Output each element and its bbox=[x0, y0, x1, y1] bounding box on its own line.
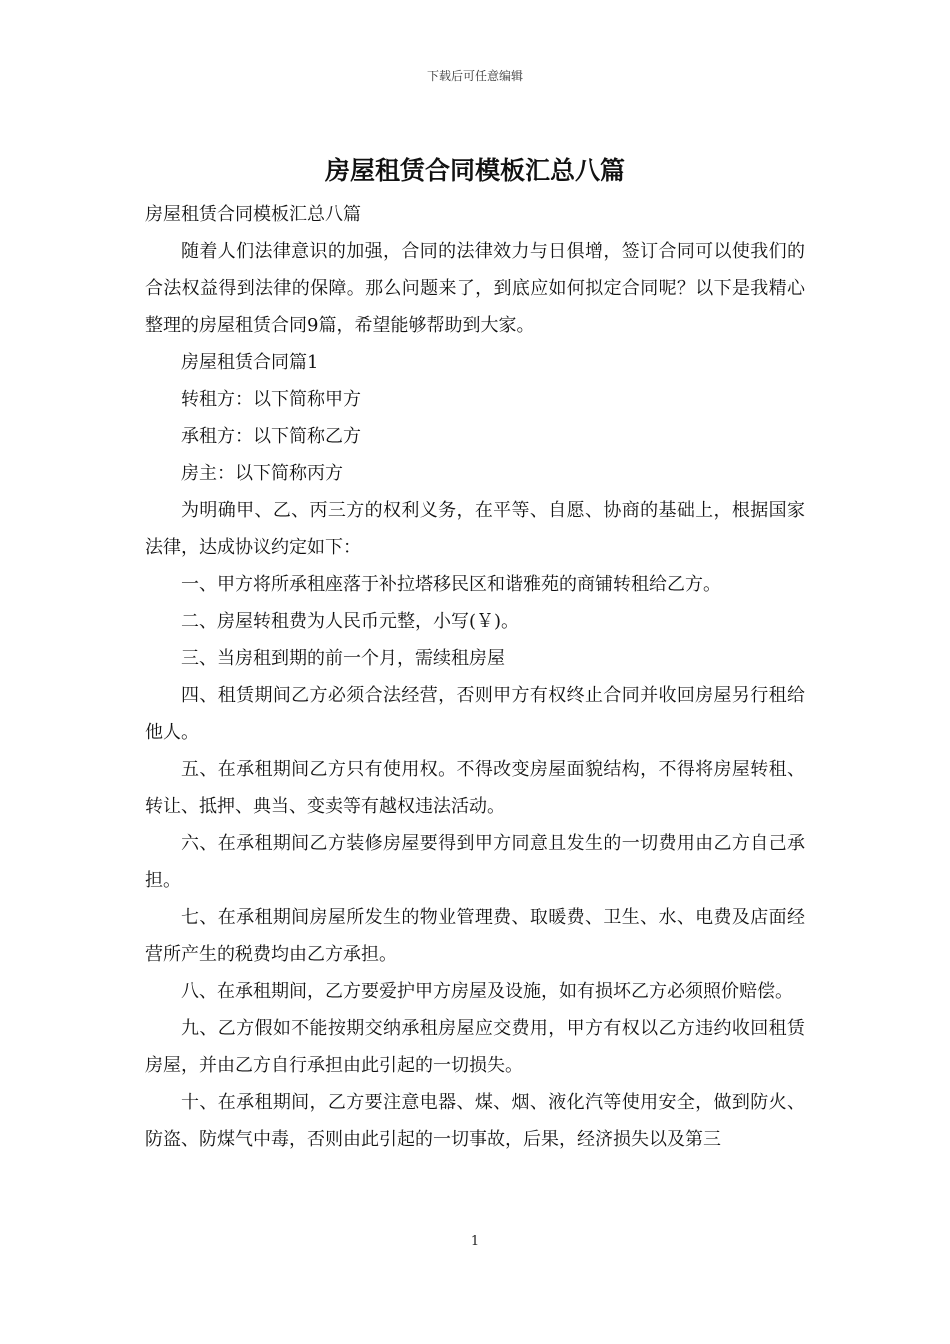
preamble-paragraph: 为明确甲、乙、丙三方的权利义务，在平等、自愿、协商的基础上，根据国家法律，达成协议约定如下： bbox=[145, 500, 805, 558]
document-body bbox=[145, 196, 805, 1158]
clause-9: 九、乙方假如不能按期交纳承租房屋应交费用，甲方有权以乙方违约收回租赁房屋，并由乙方自行承担由此引起的一切损失。 bbox=[145, 1018, 805, 1076]
clause-5: 五、在承租期间乙方只有使用权。不得改变房屋面貌结构，不得将房屋转租、转让、抵押、典当、变卖等有越权违法活动。 bbox=[145, 759, 805, 817]
clause-4: 四、租赁期间乙方必须合法经营，否则甲方有权终止合同并收回房屋另行租给他人。 bbox=[145, 685, 805, 743]
page-number: 1 bbox=[470, 1234, 480, 1249]
party-sublessor: 转租方：以下简称甲方 bbox=[181, 389, 361, 410]
clause-10: 十、在承租期间，乙方要注意电器、煤、烟、液化汽等使用安全，做到防火、防盗、防煤气中毒，否则由此引起的一切事故，后果，经济损失以及第三 bbox=[145, 1092, 805, 1150]
intro-paragraph: 随着人们法律意识的加强，合同的法律效力与日俱增，签订合同可以使我们的合法权益得到法律的保障。那么问题来了，到底应如何拟定合同呢？以下是我精心整理的房屋租赁合同9篇，希望能够帮助到大家。 bbox=[145, 241, 805, 336]
subtitle-paragraph: 房屋租赁合同模板汇总八篇 bbox=[145, 204, 361, 225]
clause-8: 八、在承租期间，乙方要爱护甲方房屋及设施，如有损坏乙方必须照价赔偿。 bbox=[181, 981, 793, 1002]
document-title: 房屋租赁合同模板汇总八篇 bbox=[324, 156, 625, 185]
clause-1: 一、甲方将所承租座落于补拉塔移民区和谐雅苑的商铺转租给乙方。 bbox=[181, 574, 721, 595]
section-heading: 房屋租赁合同篇1 bbox=[181, 352, 319, 373]
clause-2: 二、房屋转租费为人民币元整，小写(￥)。 bbox=[181, 611, 520, 632]
party-landlord: 房主：以下简称丙方 bbox=[181, 463, 343, 484]
page-header-note: 下载后可任意编辑 bbox=[426, 69, 523, 83]
party-lessee: 承租方：以下简称乙方 bbox=[181, 426, 361, 447]
clause-6: 六、在承租期间乙方装修房屋要得到甲方同意且发生的一切费用由乙方自己承担。 bbox=[145, 833, 805, 891]
clause-3: 三、当房租到期的前一个月，需续租房屋 bbox=[181, 648, 505, 669]
clause-7: 七、在承租期间房屋所发生的物业管理费、取暖费、卫生、水、电费及店面经营所产生的税费均由乙方承担。 bbox=[145, 907, 805, 965]
